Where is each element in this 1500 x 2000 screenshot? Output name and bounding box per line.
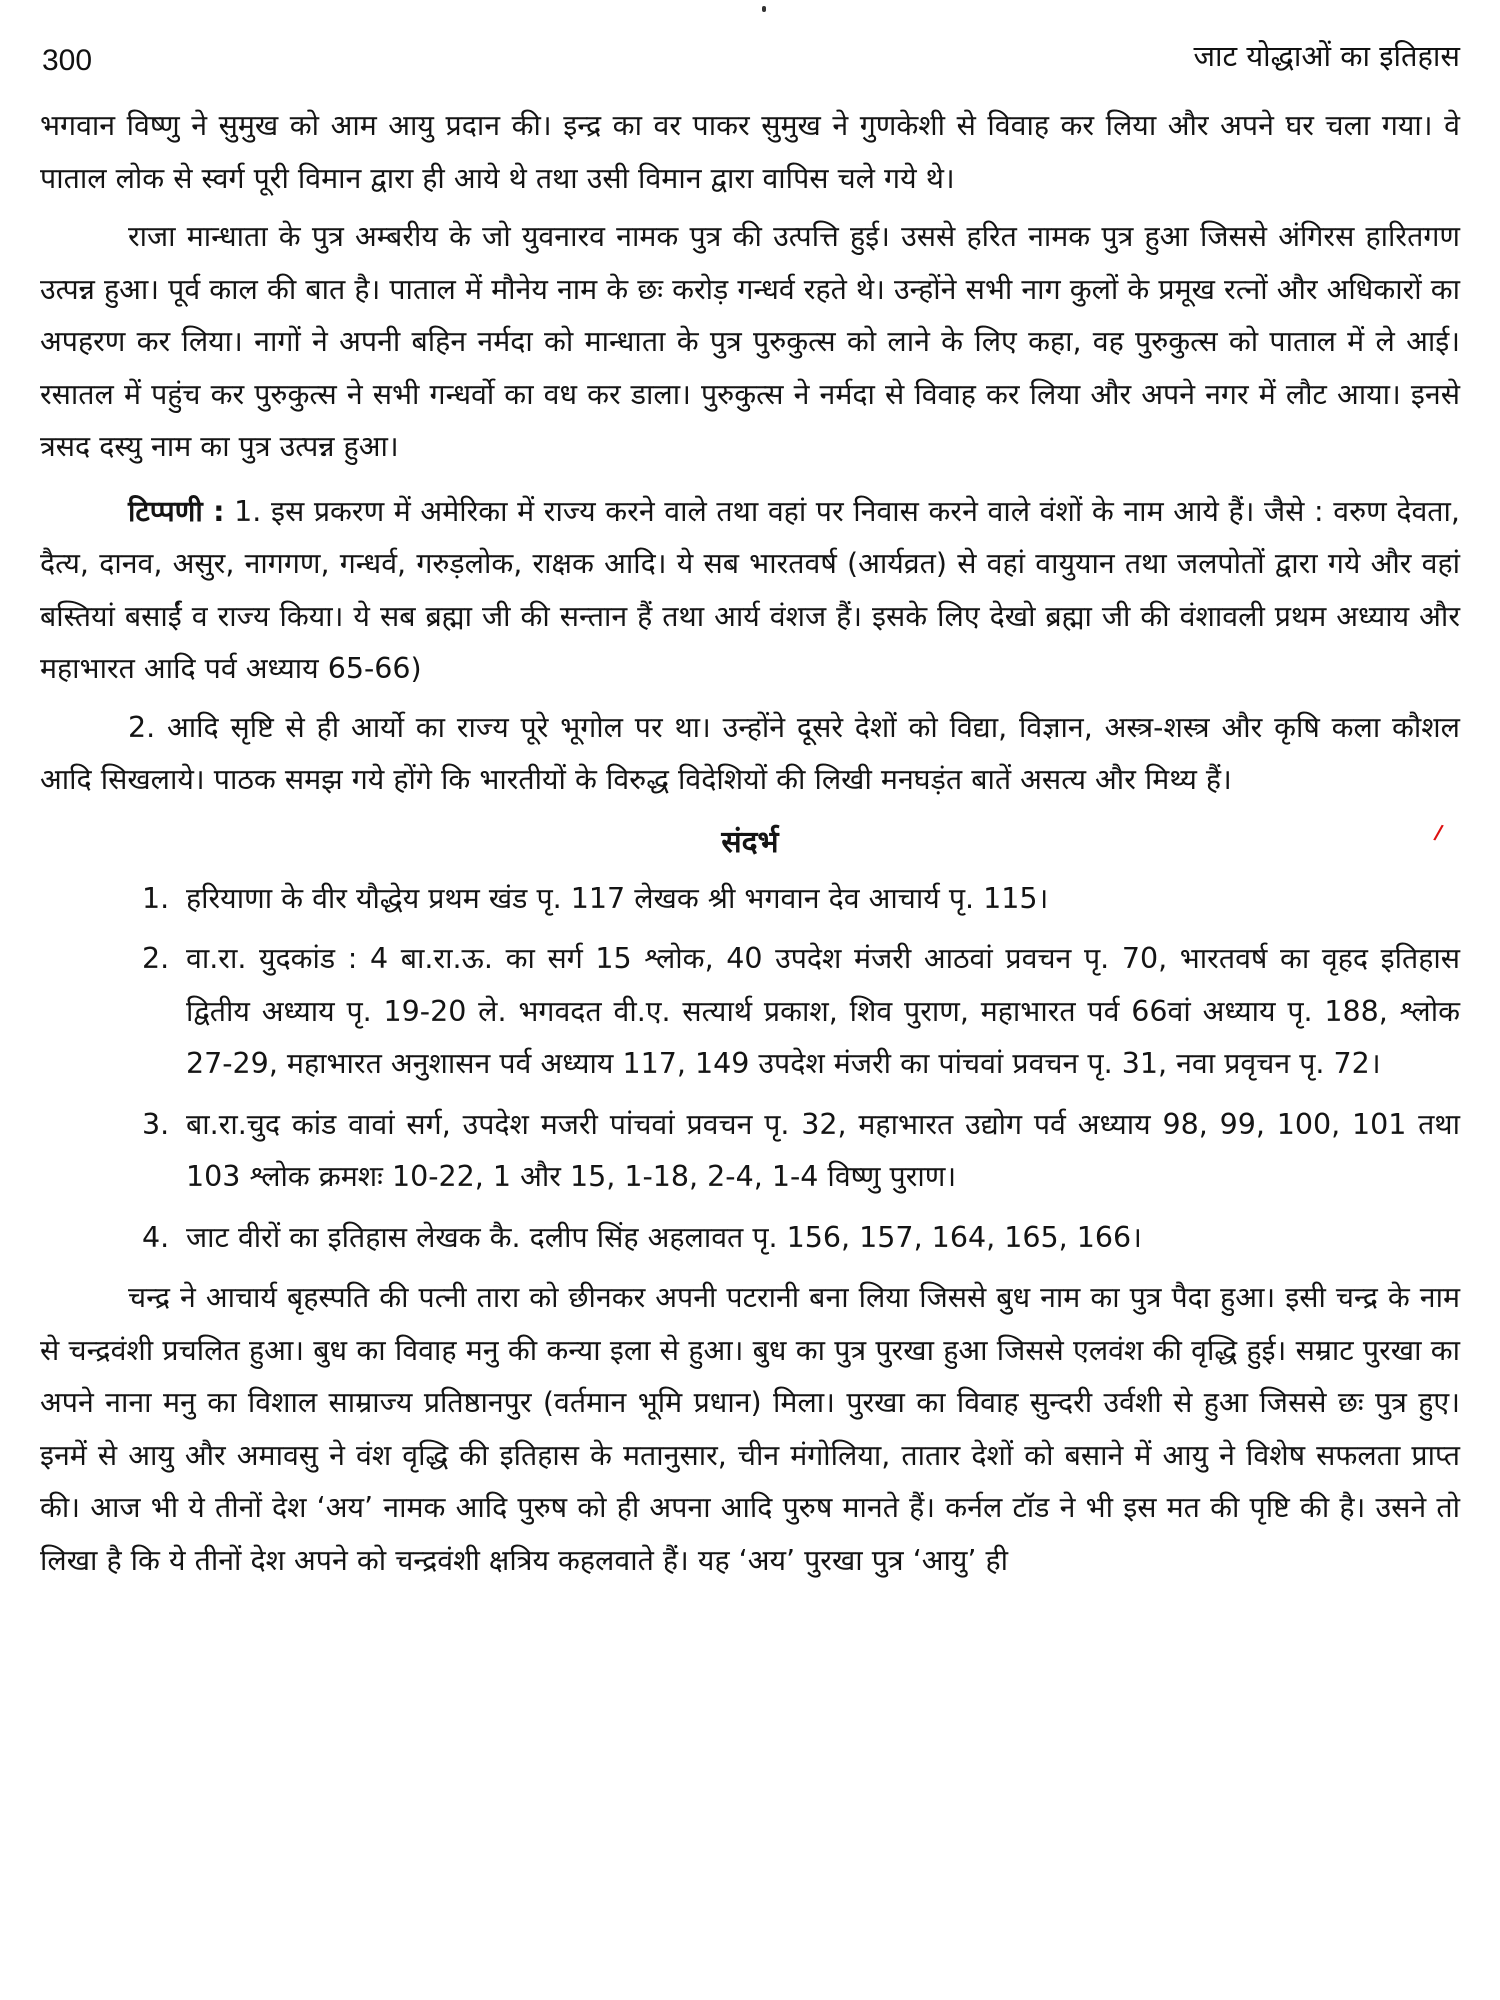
reference-item	[40, 1212, 1460, 1265]
reference-item	[40, 1099, 1460, 1204]
paragraph-chandra: चन्द्र ने आचार्य बृहस्पति की पत्नी तारा को छीनकर अपनी पटरानी बना लिया जिससे बुध नाम का पुत्र पैदा हुआ। इसी चन्द्र के नाम से चन्द्रवंशी प्रचलित हुआ। बुध का विवाह मनु की कन्या इला से हुआ। बुध का पुत्र पुरखा हुआ जिससे एलवंश की वृद्धि हुई। सम्राट पुरखा का अपने नाना मनु का विशाल साम्राज्य प्रतिष्ठानपुर (वर्तमान भूमि प्रधान) मिला। पुरखा का विवाह सुन्दरी उर्वशी से हुआ जिससे छः पुत्र हुए। इनमें से आयु और अमावसु ने वंश वृद्धि की इतिहास के मतानुसार, चीन मंगोलिया, तातार देशों को बसाने में आयु ने विशेष सफलता प्राप्त की। आज भी ये तीनों देश ‘अय’ नामक आदि पुरुष को ही अपना आदि पुरुष मानते हैं। कर्नल टॉड ने भी इस मत की पृष्टि की है। उसने तो लिखा है कि ये तीनों देश अपने को चन्द्रवंशी क्षत्रिय कहलवाते हैं। यह ‘अय’ पुरखा पुत्र ‘आयु’ ही	[40, 1281, 1460, 1577]
reference-number: 2.	[142, 942, 170, 975]
note-paragraph-1	[40, 486, 1460, 696]
running-head: जाट योद्धाओं का इतिहास	[1193, 39, 1460, 73]
note-1-text: 1. इस प्रकरण में अमेरिका में राज्य करने वाले तथा वहां पर निवास करने वाले वंशों के नाम आये हैं। जैसे : वरुण देवता, दैत्य, दानव, असुर, नागगण, गन्धर्व, गरुड़लोक, राक्षक आदि। ये सब भारतवर्ष (आर्यव्रत) से वहां वायुयान तथा जलपोतों द्वारा गये और वहां बस्तियां बसाईं व राज्य किया। ये सब ब्रह्मा जी की सन्तान हैं तथा आर्य वंशज हैं। इसके लिए देखो ब्रह्मा जी की वंशावली प्रथम अध्याय और महाभारत आदि पर्व अध्याय 65-66)	[40, 494, 1460, 685]
references-heading: संदर्भ	[721, 824, 779, 860]
reference-item	[40, 933, 1460, 1091]
page-number: 300	[42, 44, 93, 77]
references-list	[40, 873, 1460, 1265]
reference-text: बा.रा.चुद कांड वावां सर्ग, उपदेश मजरी पांचवां प्रवचन पृ. 32, महाभारत उद्योग पर्व अध्याय 98, 99, 100, 101 तथा 103 श्लोक क्रमशः 10-22, 1 और 15, 1-18, 2-4, 1-4 विष्णु पुराण।	[186, 1107, 1460, 1193]
reference-item	[40, 873, 1460, 926]
page-body	[40, 100, 1460, 1587]
reference-text: हरियाणा के वीर यौद्धेय प्रथम खंड पृ. 117 लेखक श्री भगवान देव आचार्य पृ. 115।	[186, 881, 1049, 915]
note-paragraph-2: 2. आदि सृष्टि से ही आर्यो का राज्य पूरे भूगोल पर था। उन्होंने दूसरे देशों को विद्या, विज्ञान, अस्त्र-शस्त्र और कृषि कला कौशल आदि सिखलाये। पाठक समझ गये होंगे कि भारतीयों के विरुद्ध विदेशियों की लिखी मनघड़ंत बातें असत्य और मिथ्य हैं।	[40, 710, 1460, 796]
reference-number: 4.	[142, 1220, 170, 1254]
red-pen-mark: /	[1432, 819, 1445, 845]
paragraph-mandhata: राजा मान्धाता के पुत्र अम्बरीय के जो युवनारव नामक पुत्र की उत्पत्ति हुई। उससे हरित नामक पुत्र हुआ जिससे अंगिरस हारितगण उत्पन्न हुआ। पूर्व काल की बात है। पाताल में मौनेय नाम के छः करोड़ गन्धर्व रहते थे। उन्होंने सभी नाग कुलों के प्रमूख रत्नों और अधिकारों का अपहरण कर लिया। नागों ने अपनी बहिन नर्मदा को मान्धाता के पुत्र पुरुकुत्स को लाने के लिए कहा, वह पुरुकुत्स को पाताल में ले आई। रसातल में पहुंच कर पुरुकुत्स ने सभी गन्धर्वो का वध कर डाला। पुरुकुत्स ने नर्मदा से विवाह कर लिया और अपने नगर में लौट आया। इनसे त्रसद दस्यु नाम का पुत्र उत्पन्न हुआ।	[40, 220, 1460, 463]
reference-number: 3.	[142, 1107, 170, 1141]
paragraph-sumukh: भगवान विष्णु ने सुमुख को आम आयु प्रदान की। इन्द्र का वर पाकर सुमुख ने गुणकेशी से विवाह कर लिया और अपने घर चला गया। वे पाताल लोक से स्वर्ग पूरी विमान द्वारा ही आये थे तथा उसी विमान द्वारा वापिस चले गये थे।	[40, 109, 1460, 195]
scan-speck	[762, 6, 766, 12]
reference-text: वा.रा. युदकांड : 4 बा.रा.ऊ. का सर्ग 15 श्लोक, 40 उपदेश मंजरी आठवां प्रवचन पृ. 70, भारतवर्ष का वृहद इतिहास द्वितीय अध्याय पृ. 19-20 ले. भगवदत वी.ए. सत्यार्थ प्रकाश, शिव पुराण, महाभारत पर्व 66वां अध्याय पृ. 188, श्लोक 27-29, महाभारत अनुशासन पर्व अध्याय 117, 149 उपदेश मंजरी का पांचवां प्रवचन पृ. 31, नवा प्रवृचन पृ. 72।	[186, 942, 1460, 1080]
reference-text: जाट वीरों का इतिहास लेखक कै. दलीप सिंह अहलावत पृ. 156, 157, 164, 165, 166।	[186, 1220, 1142, 1254]
note-label: टिप्पणी :	[128, 494, 225, 528]
reference-number: 1.	[142, 881, 170, 915]
